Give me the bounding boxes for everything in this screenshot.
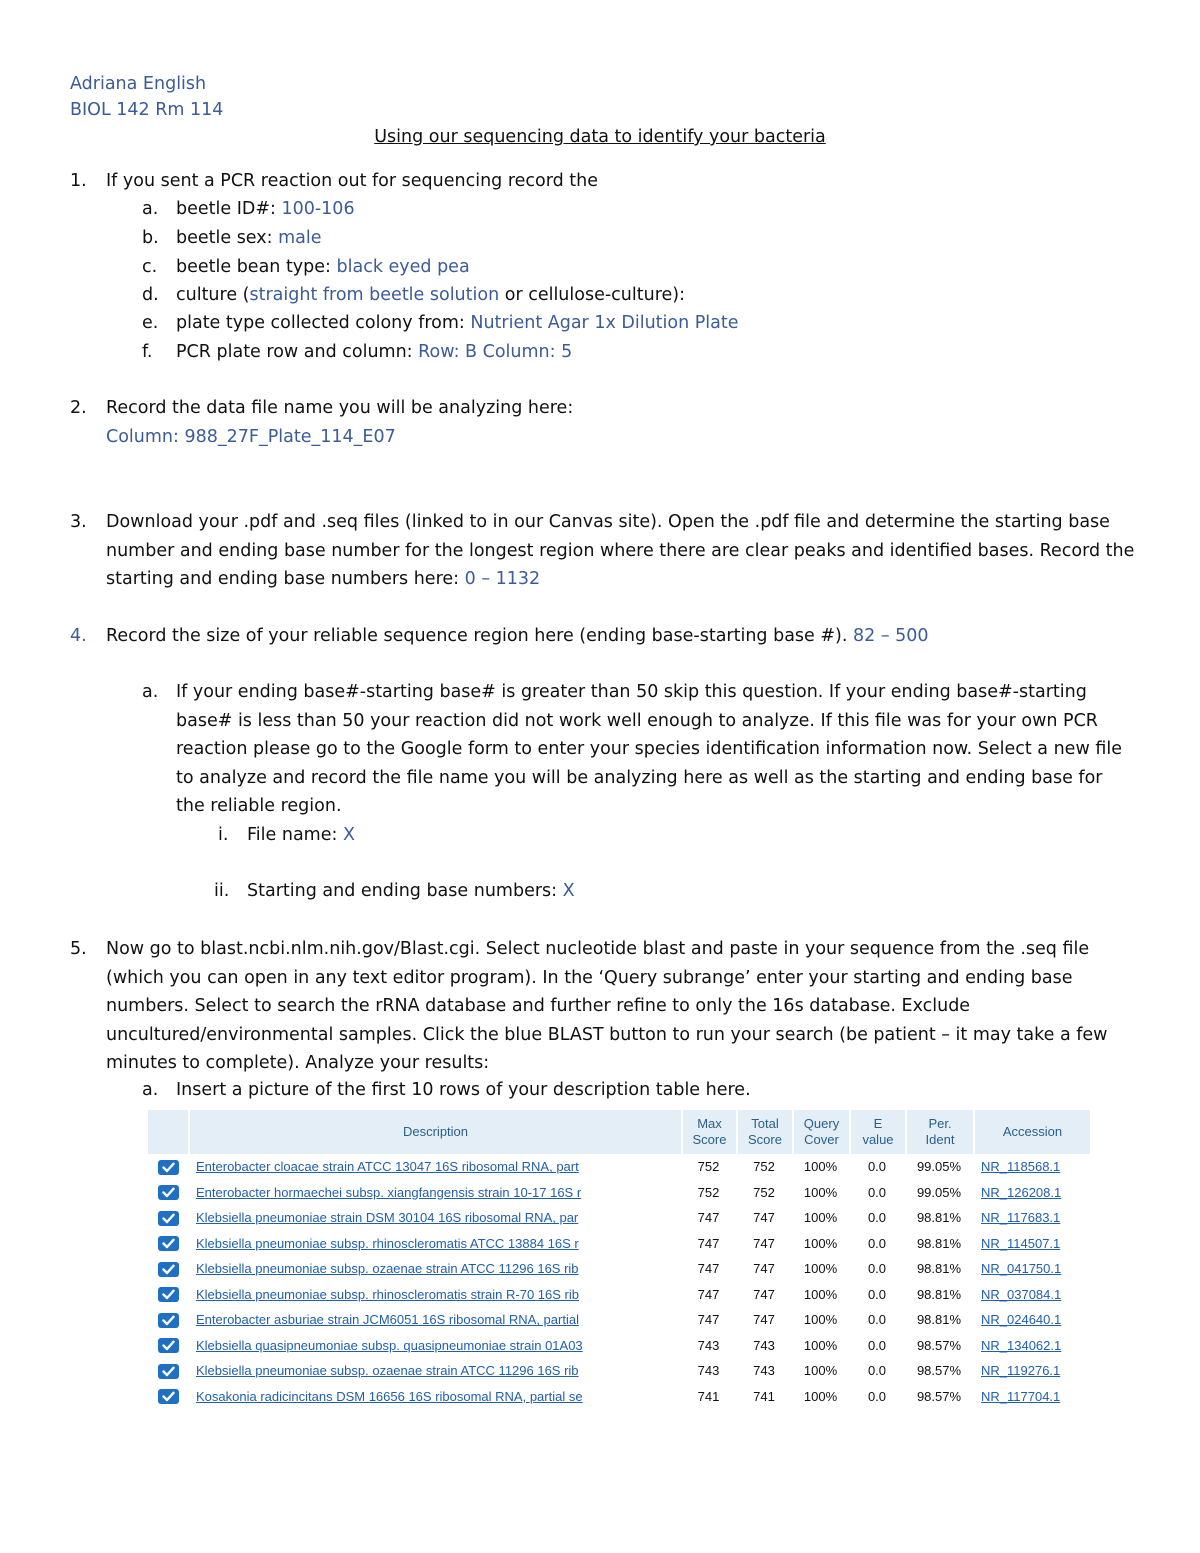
- row-per-ident: 98.81%: [916, 1210, 962, 1226]
- q4-paragraph: [106, 626, 929, 646]
- table-header-row: [148, 1110, 1090, 1154]
- q1-number: 1.: [70, 171, 87, 191]
- accession-link[interactable]: NR_119276.1: [981, 1363, 1061, 1379]
- q1-item-label: plate type collected colony from:: [176, 313, 471, 333]
- row-select-cell: [148, 1307, 188, 1333]
- accession-link[interactable]: NR_024640.1: [981, 1312, 1062, 1328]
- q4-i-number: i.: [218, 825, 229, 845]
- row-accession-cell: [973, 1282, 1090, 1308]
- page-title: Using our sequencing data to identify your bacteria: [374, 127, 826, 147]
- checkmark-icon[interactable]: [158, 1338, 179, 1353]
- q4-text: Record the size of your reliable sequence region here (ending base-starting base #).: [106, 626, 853, 646]
- q1-item-label: culture (: [176, 285, 250, 305]
- q1-item-answer: straight from beetle solution: [249, 285, 500, 305]
- row-per-ident: 98.57%: [916, 1337, 962, 1353]
- row-query-cover: 100%: [803, 1363, 838, 1379]
- row-max-score: 752: [697, 1159, 720, 1175]
- description-link[interactable]: Klebsiella quasipneumoniae subsp. quasipneumoniae strain 01A03: [196, 1337, 583, 1353]
- row-total-score: 747: [753, 1235, 775, 1251]
- description-link[interactable]: Klebsiella pneumoniae subsp. rhinoscleromatis strain R-70 16S rib: [196, 1286, 579, 1302]
- row-query-cover: 100%: [803, 1261, 838, 1277]
- accession-link[interactable]: NR_041750.1: [981, 1261, 1062, 1277]
- table-row[interactable]: [148, 1384, 1090, 1410]
- q1-text: If you sent a PCR reaction out for sequencing record the: [106, 171, 599, 191]
- row-e-value: 0.0: [867, 1261, 887, 1277]
- row-select-cell: [148, 1154, 188, 1180]
- row-e-value: 0.0: [867, 1159, 887, 1175]
- q4a-text: If your ending base#-starting base# is greater than 50 skip this question. If your ending base#-starting base# is less than 50 your reaction did not work well enough to analyze. If this file was for your own PCR reaction please go to the Google form to enter your species identification information now. Select a new file to analyze and record the file name you will be analyzing here as well as the starting and ending base for the reliable region.: [176, 682, 1122, 816]
- row-per-ident: 98.81%: [916, 1286, 962, 1302]
- q4-i-line: [247, 825, 355, 845]
- q2-text: Record the data file name you will be analyzing here:: [106, 398, 574, 418]
- header-total-score-line2: Score: [748, 1132, 782, 1147]
- course-info: BIOL 142 Rm 114: [70, 100, 224, 120]
- row-e-value: 0.0: [867, 1312, 887, 1328]
- row-max-score: 747: [697, 1261, 720, 1277]
- q5-number: 5.: [70, 939, 87, 959]
- row-per-ident: 98.81%: [916, 1261, 962, 1277]
- accession-link[interactable]: NR_037084.1: [981, 1286, 1062, 1302]
- table-row[interactable]: [148, 1205, 1090, 1231]
- accession-link[interactable]: NR_117683.1: [981, 1210, 1061, 1226]
- q1-item: [176, 313, 739, 333]
- header-total-score-line1: Total: [751, 1116, 779, 1131]
- table-row[interactable]: [148, 1358, 1090, 1384]
- header-max-score[interactable]: [681, 1110, 736, 1154]
- row-select-cell: [148, 1384, 188, 1410]
- checkmark-icon[interactable]: [158, 1236, 179, 1251]
- table-row[interactable]: [148, 1231, 1090, 1257]
- checkmark-icon[interactable]: [158, 1364, 179, 1379]
- header-e-value-line2: value: [862, 1132, 894, 1147]
- q1-item: [176, 285, 685, 305]
- q1-item: [176, 257, 470, 277]
- row-e-value: 0.0: [867, 1235, 887, 1251]
- row-query-cover: 100%: [803, 1286, 838, 1302]
- row-total-score: 747: [753, 1261, 775, 1277]
- row-query-cover: 100%: [803, 1337, 838, 1353]
- q1-item-label: beetle sex:: [176, 228, 279, 248]
- q5-text: Now go to blast.ncbi.nlm.nih.gov/Blast.cgi. Select nucleotide blast and paste in your sequence from the .seq file (which you can open in any text editor program). In the ‘Query subrange’ enter your starting and ending base numbers. Select to search the rRNA database and further refine to only the 16s database. Exclude uncultured/environmental samples. Click the blue BLAST button to run your search (be patient – it may take a few minutes to complete). Analyze your results:: [106, 939, 1108, 1073]
- row-accession-cell: [973, 1256, 1090, 1282]
- row-description-cell: [188, 1307, 681, 1333]
- row-query-cover: 100%: [803, 1184, 838, 1200]
- q1-item: [176, 199, 355, 219]
- q1-item-letter: e.: [142, 313, 159, 333]
- row-select-cell: [148, 1180, 188, 1206]
- header-per-ident-line2: Ident: [925, 1132, 955, 1147]
- row-description-cell: [188, 1333, 681, 1359]
- q3-text: Download your .pdf and .seq files (linked to in our Canvas site). Open the .pdf file and determine the starting base number and ending base number for the longest region where there are clear peaks and identified bases. Record the starting and ending base numbers here:: [106, 512, 1135, 589]
- q1-item-label: beetle ID#:: [176, 199, 282, 219]
- row-max-score: 743: [697, 1363, 720, 1379]
- row-e-value: 0.0: [867, 1363, 887, 1379]
- accession-link[interactable]: NR_126208.1: [981, 1184, 1062, 1200]
- description-link[interactable]: Klebsiella pneumoniae strain DSM 30104 16S ribosomal RNA, par: [196, 1210, 579, 1226]
- row-total-score: 752: [753, 1159, 775, 1175]
- row-total-score: 747: [753, 1286, 775, 1302]
- checkmark-icon[interactable]: [158, 1262, 179, 1277]
- row-accession-cell: [973, 1231, 1090, 1257]
- table-row[interactable]: [148, 1282, 1090, 1308]
- q4-ii-answer: X: [562, 881, 575, 901]
- header-query-cover-line1: Query: [803, 1116, 840, 1131]
- q5a-text: Insert a picture of the first 10 rows of your description table here.: [176, 1080, 751, 1100]
- header-per-ident[interactable]: [905, 1110, 973, 1154]
- row-accession-cell: [973, 1154, 1090, 1180]
- checkmark-icon[interactable]: [158, 1389, 179, 1404]
- q1-item-letter: f.: [142, 342, 153, 362]
- q1-item-answer: male: [278, 228, 322, 248]
- row-accession-cell: [973, 1180, 1090, 1206]
- row-query-cover: 100%: [803, 1210, 838, 1226]
- row-select-cell: [148, 1256, 188, 1282]
- q4-i-label: File name:: [247, 825, 343, 845]
- checkmark-icon[interactable]: [158, 1160, 179, 1175]
- header-query-cover[interactable]: [792, 1110, 849, 1154]
- q4-ii-number: ii.: [214, 881, 230, 901]
- row-total-score: 747: [753, 1210, 775, 1226]
- description-link[interactable]: Klebsiella pneumoniae subsp. ozaenae strain ATCC 11296 16S rib: [196, 1261, 579, 1277]
- table-row[interactable]: [148, 1180, 1090, 1206]
- row-select-cell: [148, 1231, 188, 1257]
- header-max-score-line1: Max: [697, 1116, 722, 1131]
- row-query-cover: 100%: [803, 1312, 838, 1328]
- header-accession[interactable]: Accession: [973, 1110, 1090, 1154]
- row-per-ident: 98.81%: [916, 1312, 962, 1328]
- description-link[interactable]: Enterobacter hormaechei subsp. xiangfangensis strain 10-17 16S r: [196, 1184, 582, 1200]
- row-total-score: 743: [753, 1363, 775, 1379]
- q3-number: 3.: [70, 512, 87, 532]
- q1-item-answer: 100-106: [281, 199, 355, 219]
- row-max-score: 747: [697, 1235, 720, 1251]
- row-accession-cell: [973, 1333, 1090, 1359]
- q1-item-suffix: or cellulose-culture):: [499, 285, 685, 305]
- row-per-ident: 98.57%: [916, 1388, 962, 1404]
- row-e-value: 0.0: [867, 1388, 887, 1404]
- table-row[interactable]: [148, 1154, 1090, 1180]
- q3-paragraph: [106, 508, 1141, 594]
- row-description-cell: [188, 1154, 681, 1180]
- description-link[interactable]: Enterobacter asburiae strain JCM6051 16S ribosomal RNA, partial: [196, 1312, 579, 1328]
- row-max-score: 752: [697, 1184, 720, 1200]
- q4-answer: 82 – 500: [853, 626, 929, 646]
- row-select-cell: [148, 1333, 188, 1359]
- header-e-value[interactable]: [849, 1110, 905, 1154]
- q4-ii-line: [247, 881, 575, 901]
- q4-i-answer: X: [342, 825, 355, 845]
- row-select-cell: [148, 1205, 188, 1231]
- row-description-cell: [188, 1231, 681, 1257]
- header-e-value-line1: E: [873, 1116, 883, 1131]
- row-accession-cell: [973, 1358, 1090, 1384]
- description-link[interactable]: Klebsiella pneumoniae subsp. rhinoscleromatis ATCC 13884 16S r: [196, 1235, 579, 1251]
- row-max-score: 747: [697, 1312, 720, 1328]
- row-total-score: 741: [753, 1388, 775, 1404]
- row-per-ident: 98.57%: [916, 1363, 962, 1379]
- row-e-value: 0.0: [867, 1184, 887, 1200]
- row-total-score: 743: [753, 1337, 775, 1353]
- description-link[interactable]: Klebsiella pneumoniae subsp. ozaenae strain ATCC 11296 16S rib: [196, 1363, 579, 1379]
- header-select: [148, 1110, 188, 1154]
- checkmark-icon[interactable]: [158, 1185, 179, 1200]
- q3-answer: 0 – 1132: [464, 569, 541, 589]
- header-description[interactable]: Description: [188, 1110, 681, 1154]
- row-description-cell: [188, 1282, 681, 1308]
- row-query-cover: 100%: [803, 1235, 838, 1251]
- row-e-value: 0.0: [867, 1286, 887, 1302]
- row-description-cell: [188, 1205, 681, 1231]
- q2-number: 2.: [70, 398, 87, 418]
- q4-ii-label: Starting and ending base numbers:: [247, 881, 563, 901]
- row-max-score: 747: [697, 1286, 720, 1302]
- row-description-cell: [188, 1256, 681, 1282]
- description-link[interactable]: Enterobacter cloacae strain ATCC 13047 16S ribosomal RNA, part: [196, 1159, 579, 1175]
- header-query-cover-line2: Cover: [804, 1132, 839, 1147]
- row-e-value: 0.0: [867, 1210, 887, 1226]
- row-select-cell: [148, 1358, 188, 1384]
- accession-link[interactable]: NR_118568.1: [981, 1159, 1061, 1175]
- row-per-ident: 98.81%: [916, 1235, 962, 1251]
- row-description-cell: [188, 1358, 681, 1384]
- row-total-score: 747: [753, 1312, 775, 1328]
- header-max-score-line2: Score: [692, 1132, 727, 1147]
- row-query-cover: 100%: [803, 1159, 838, 1175]
- q4a-letter: a.: [142, 682, 159, 702]
- row-accession-cell: [973, 1205, 1090, 1231]
- q1-item-label: PCR plate row and column:: [176, 342, 419, 362]
- q1-item-answer: Row: B Column: 5: [418, 342, 573, 362]
- author-name: Adriana English: [70, 74, 207, 94]
- row-description-cell: [188, 1384, 681, 1410]
- q1-item-answer: Nutrient Agar 1x Dilution Plate: [470, 313, 739, 333]
- row-max-score: 747: [697, 1210, 720, 1226]
- row-accession-cell: [973, 1307, 1090, 1333]
- header-total-score[interactable]: [736, 1110, 792, 1154]
- row-description-cell: [188, 1180, 681, 1206]
- q1-item-letter: d.: [142, 285, 159, 305]
- q2-answer: Column: 988_27F_Plate_114_E07: [106, 427, 396, 447]
- q1-item: [176, 342, 572, 362]
- table-row[interactable]: [148, 1333, 1090, 1359]
- row-e-value: 0.0: [867, 1337, 887, 1353]
- description-link[interactable]: Kosakonia radicincitans DSM 16656 16S ribosomal RNA, partial se: [196, 1388, 583, 1404]
- accession-link[interactable]: NR_117704.1: [981, 1388, 1061, 1404]
- table-row[interactable]: [148, 1307, 1090, 1333]
- accession-link[interactable]: NR_134062.1: [981, 1337, 1062, 1353]
- row-max-score: 741: [697, 1388, 720, 1404]
- row-per-ident: 99.05%: [916, 1159, 962, 1175]
- accession-link[interactable]: NR_114507.1: [981, 1235, 1061, 1251]
- row-per-ident: 99.05%: [916, 1184, 962, 1200]
- row-select-cell: [148, 1282, 188, 1308]
- table-row[interactable]: [148, 1256, 1090, 1282]
- checkmark-icon[interactable]: [158, 1211, 179, 1226]
- q1-item-letter: b.: [142, 228, 159, 248]
- q4-number: 4.: [70, 626, 87, 646]
- row-query-cover: 100%: [803, 1388, 838, 1404]
- checkmark-icon[interactable]: [158, 1287, 179, 1302]
- row-total-score: 752: [753, 1184, 775, 1200]
- q1-item-letter: c.: [142, 257, 158, 277]
- q1-item-label: beetle bean type:: [176, 257, 337, 277]
- checkmark-icon[interactable]: [158, 1313, 179, 1328]
- row-max-score: 743: [697, 1337, 720, 1353]
- header-per-ident-line1: Per.: [928, 1116, 952, 1131]
- q1-item-letter: a.: [142, 199, 159, 219]
- q1-item-answer: black eyed pea: [336, 257, 470, 277]
- row-accession-cell: [973, 1384, 1090, 1410]
- blast-description-table: [148, 1110, 1090, 1409]
- q5a-letter: a.: [142, 1080, 159, 1100]
- q1-item: [176, 228, 322, 248]
